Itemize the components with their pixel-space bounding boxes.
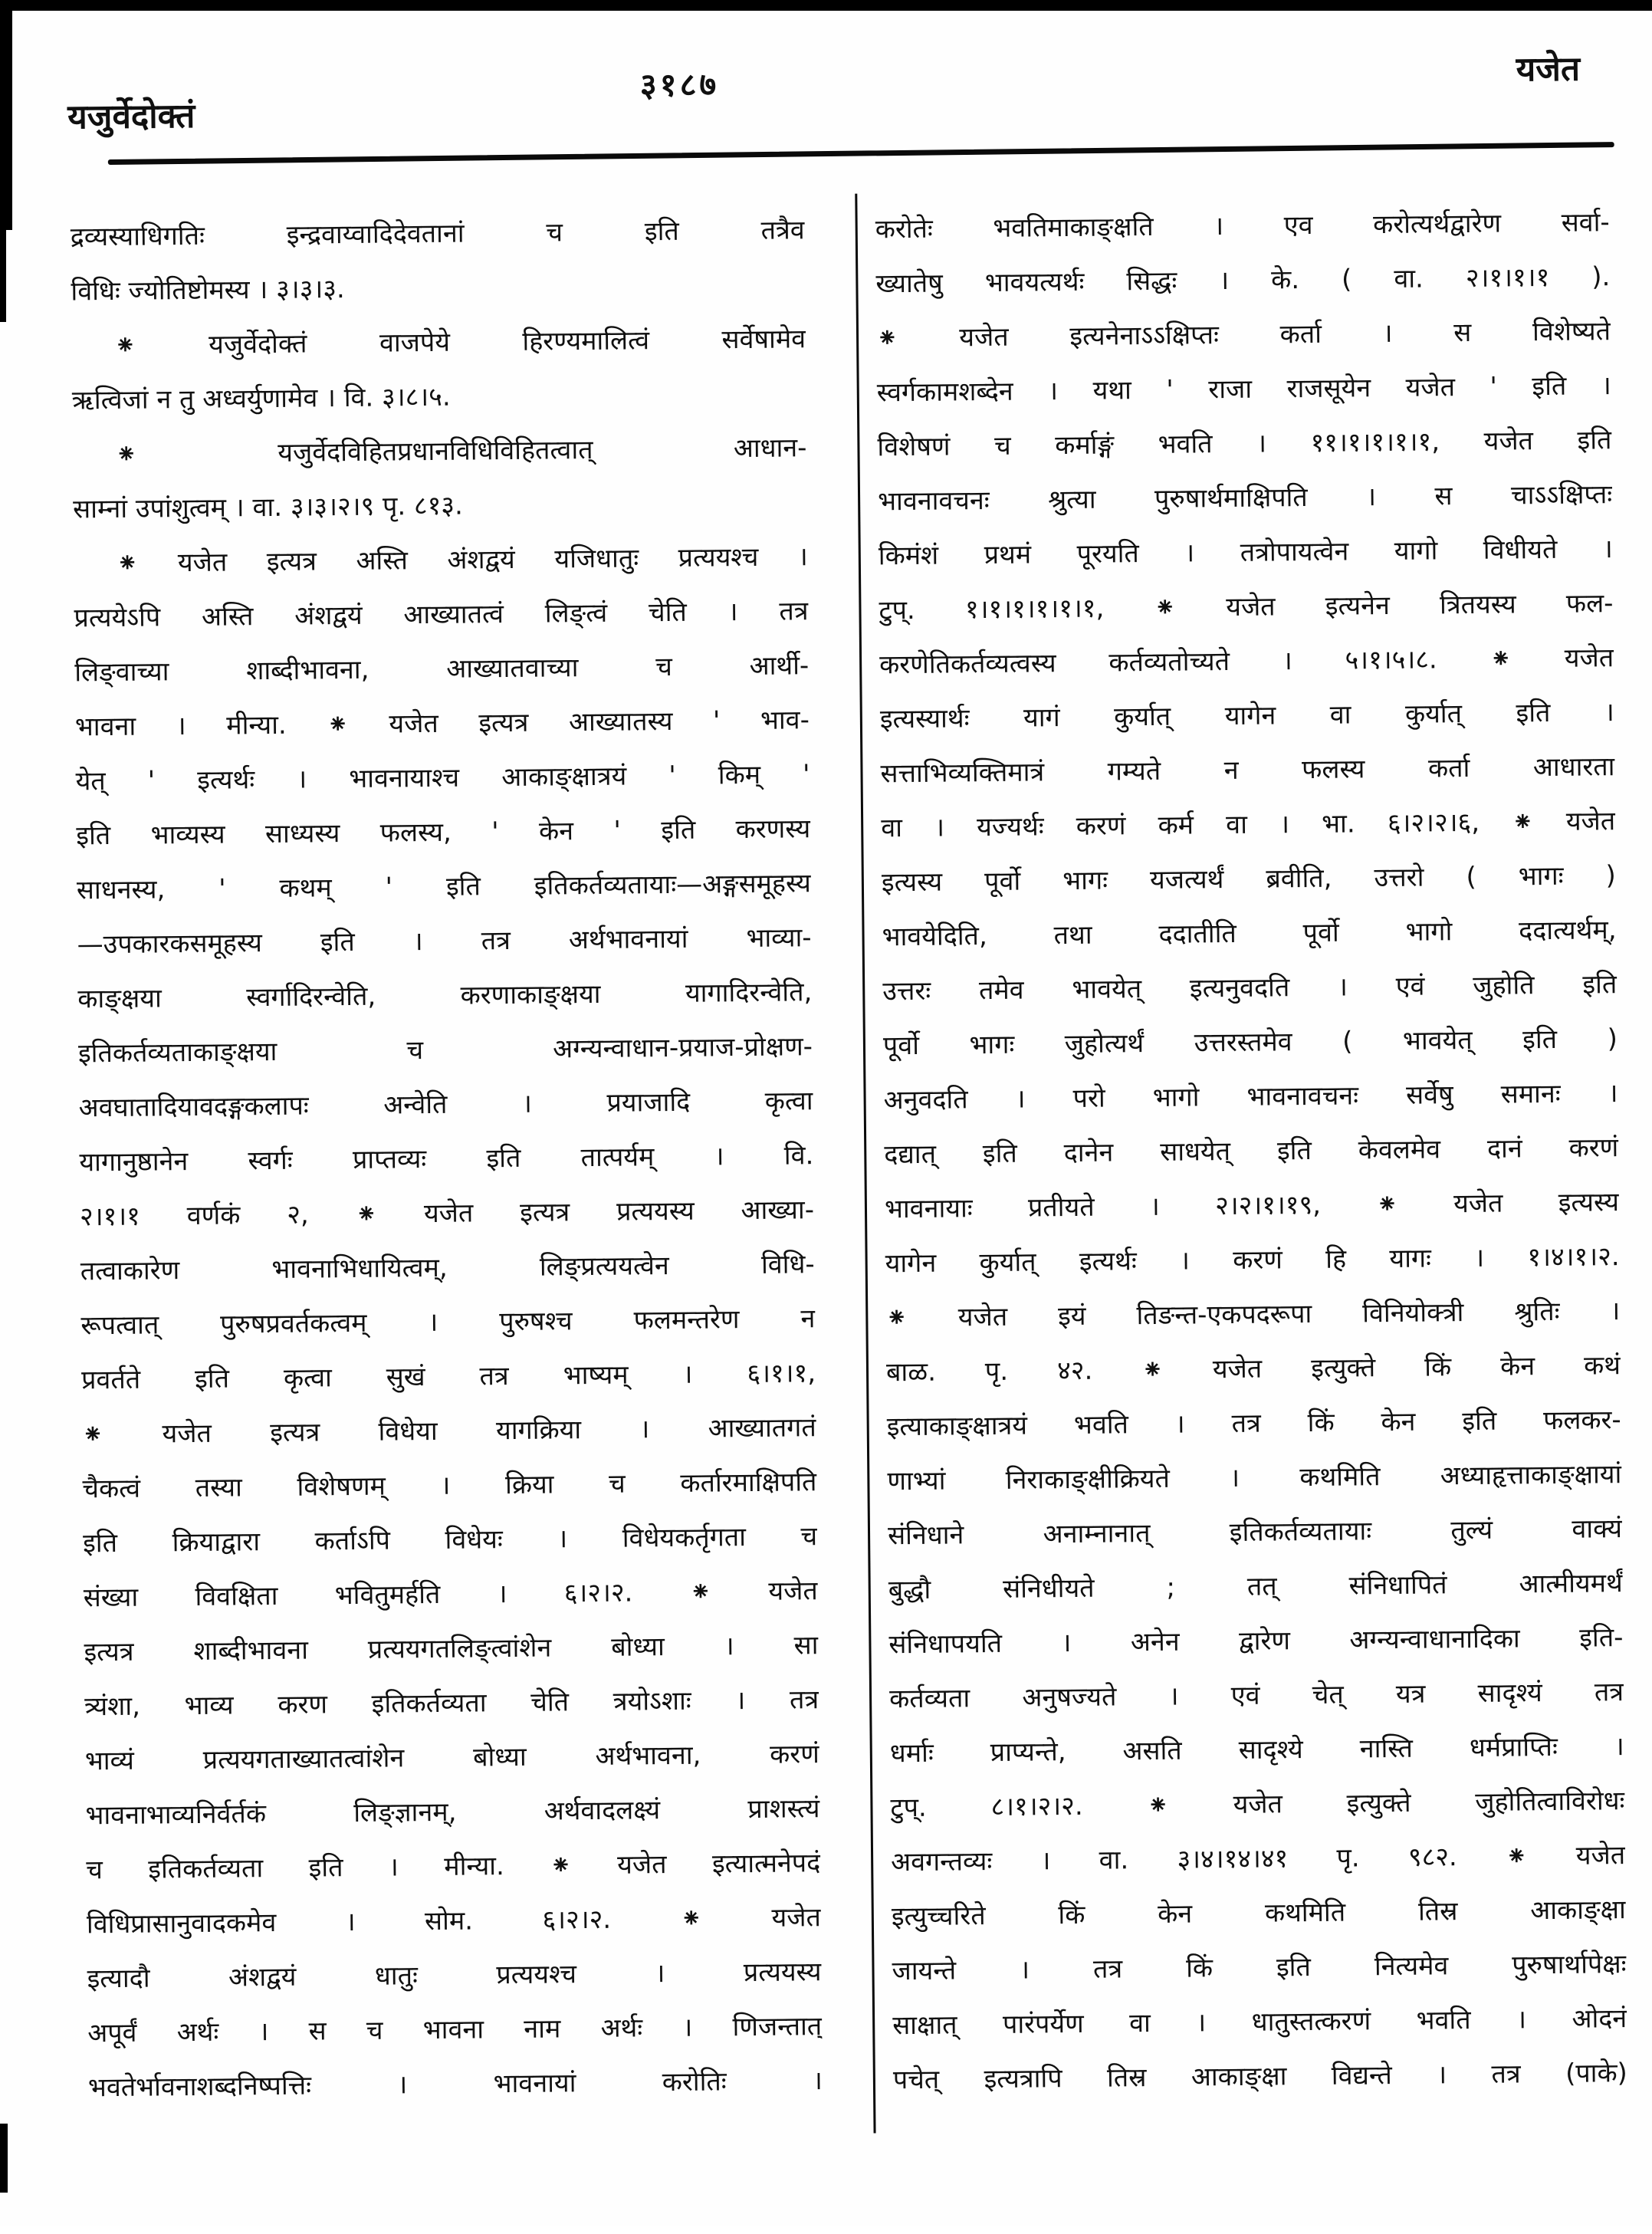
text-line: येत् ' इत्यर्थः । भावनायाश्च आकाङ्क्षात्रयं ' किम् ': [75, 759, 810, 797]
text-line: भवतेर्भावनाशब्दनिष्पत्तिः । भावनायां करोतिः ।: [87, 2065, 823, 2104]
text-line: टुप्. १।१।१।१।१।१, ⁕ यजेत इत्यनेन त्रितयस्य फल-: [879, 588, 1614, 626]
text-line: प्रत्ययेऽपि अस्ति अंशद्वयं आख्यातत्वं लिङ्त्वं चेति । तत्र: [74, 596, 809, 634]
text-line: २।१।१ वर्णकं २, ⁕ यजेत इत्यत्र प्रत्ययस्य आख्या-: [79, 1194, 815, 1233]
text-line: स्वर्गकामशब्देन । यथा ' राजा राजसूयेन यजेत ' इति ।: [876, 370, 1611, 409]
text-line: साधनस्य, ' कथम् ' इति इतिकर्तव्यतायाः—अङ्गसमूहस्य: [76, 868, 812, 906]
text-line: बुद्धौ संनिधीयते ; तत् संनिधापितं आत्मीयमर्थं: [888, 1568, 1623, 1606]
text-line: ⁕ यजुर्वेदविहितप्रधानविधिविहितत्वात् आधान-: [115, 432, 807, 470]
text-line: किमंशं प्रथमं पूरयति । तत्रोपायत्वेन यागो विधीयते ।: [878, 534, 1613, 572]
page-number: ३१८७: [639, 65, 720, 104]
text-line: दद्यात् इति दानेन साधयेत् इति केवलमेव दानं करणं: [884, 1132, 1619, 1171]
text-line: ⁕ यजुर्वेदोक्तं वाजपेये हिरण्यमालित्वं सर्वेषामेव: [113, 324, 806, 361]
text-line: इत्यस्य पूर्वो भागः यजत्यर्थं ब्रवीति, उत्तरो ( भागः ): [881, 860, 1617, 899]
header-divider-rule: [108, 142, 1614, 165]
text-line: इतिकर्तव्यताकाङ्क्षया च अग्न्यन्वाधान-प्रयाज-प्रोक्षण-: [77, 1031, 813, 1069]
text-line: ऋत्विजां न तु अध्वर्युणामेव । वि. ३।८।५.: [71, 381, 451, 416]
text-line: करणेतिकर्तव्यत्वस्य कर्तव्यतोच्यते । ५।१।५।८. ⁕ यजेत: [879, 642, 1614, 681]
text-line: विधिप्रासानुवादकमेव । सोम. ६।२।२. ⁕ यजेत: [86, 1902, 822, 1940]
text-line: उत्तरः तमेव भावयेत् इत्यनुवदति । एवं जुहोति इति: [882, 969, 1618, 1007]
text-line: —उपकारकसमूहस्य इति । तत्र अर्थभावनायां भाव्या-: [77, 922, 812, 961]
text-line: काङ्क्षया स्वर्गादिरन्वेति, करणाकाङ्क्षया यागादिरन्वेति,: [77, 977, 813, 1015]
text-line: ख्यातेषु भावयत्यर्थः सिद्धः । के. ( वा. २।१।१।१ ).: [875, 261, 1611, 300]
text-line: साक्षात् पारंपर्येण वा । धातुस्तत्करणं भवति । ओदनं: [892, 2003, 1627, 2042]
text-line: यागानुष्ठानेन स्वर्गः प्राप्तव्यः इति तात्पर्यम् । वि.: [79, 1140, 814, 1178]
text-line: संनिधाने अनाम्नानात् इतिकर्तव्यतायाः तुल्यं वाक्यं: [887, 1513, 1623, 1552]
text-line: ⁕ यजेत इत्यत्र विधेया यागक्रिया । आख्यातगतं: [81, 1412, 816, 1450]
column-divider: [855, 194, 875, 2134]
text-line: ⁕ यजेत इयं तिङन्त-एकपदरूपा विनियोक्त्री श्रुतिः ।: [885, 1296, 1621, 1334]
text-line: वा । यज्यर्थः करणं कर्म वा । भा. ६।२।२।६, ⁕ यजेत: [881, 806, 1616, 844]
right-column: [875, 195, 1627, 2108]
text-line: भावनावचनः श्रुत्या पुरुषार्थमाक्षिपति । स चाऽऽक्षिप्तः: [877, 479, 1613, 517]
text-line: यागेन कुर्यात् इत्यर्थः । करणं हि यागः । १।४।१।२.: [885, 1241, 1620, 1280]
text-line: पूर्वो भागः जुहोत्यर्थं उत्तरस्तमेव ( भावयेत् इति ): [882, 1023, 1618, 1062]
text-line: जायन्ते । तत्र किं इति नित्यमेव पुरुषार्थापेक्षः: [892, 1949, 1627, 1987]
text-line: प्रवर्तते इति कृत्वा सुखं तत्र भाष्यम् । ६।१।१,: [80, 1358, 816, 1396]
text-line: तत्वाकारेण भावनाभिधायित्वम्, लिङ्प्रत्ययत्वेन विधि-: [80, 1249, 815, 1287]
text-line: अनुवदति । परो भागो भावनावचनः सर्वेषु समानः ।: [883, 1078, 1618, 1116]
text-line: टुप्. ८।१।२।२. ⁕ यजेत इत्युक्ते जुहोतित्वाविरोधः: [890, 1786, 1625, 1824]
text-line: भाव्यं प्रत्ययगताख्यातत्वांशेन बोध्या अर्थभावना, करणं: [84, 1739, 820, 1777]
text-line: ⁕ यजेत इत्यत्र अस्ति अंशद्वयं यजिधातुः प्रत्ययश्च ।: [116, 541, 809, 579]
page-header: [0, 30, 1645, 146]
text-line: कर्तव्यता अनुषज्यते । एवं चेत् यत्र सादृश्यं तत्र: [888, 1677, 1624, 1715]
text-line: पचेत् इत्यत्रापि तिस्र आकाङ्क्षा विद्यन्ते । तत्र (पाके): [892, 2058, 1628, 2096]
text-line: अवगन्तव्यः । वा. ३।४।१४।४१ पृ. ९८२. ⁕ यजेत: [890, 1840, 1626, 1878]
text-line: इत्युच्चरिते किं केन कथमिति तिस्र आकाङ्क्षा: [891, 1894, 1627, 1933]
text-line: त्र्यंशा, भाव्य करण इतिकर्तव्यता चेति त्रयोऽशाः । तत्र: [84, 1684, 819, 1723]
text-line: भावयेदिति, तथा ददातीति पूर्वो भागो ददात्यर्थम्,: [882, 915, 1617, 953]
text-line: इत्यादौ अंशद्वयं धातुः प्रत्ययश्च । प्रत्ययस्य: [87, 1956, 822, 1995]
text-line: करोतेः भवतिमाकाङ्क्षति । एव करोत्यर्थद्वारेण सर्वा-: [875, 207, 1610, 245]
text-line: इत्याकाङ्क्षात्रयं भवति । तत्र किं केन इति फलकर-: [886, 1404, 1621, 1443]
text-line: विधिः ज्योतिष्टोमस्य । ३।३।३.: [71, 274, 345, 307]
text-line: रूपत्वात् पुरुषप्रवर्तकत्वम् । पुरुषश्च फलमन्तरेण न: [80, 1303, 816, 1342]
text-line: संख्या विवक्षिता भवितुमर्हति । ६।२।२. ⁕ यजेत: [83, 1575, 818, 1614]
text-line: चैकत्वं तस्या विशेषणम् । क्रिया च कर्तारमाक्षिपति: [82, 1467, 817, 1505]
text-line: धर्माः प्राप्यन्ते, असति सादृश्ये नास्ति धर्मप्राप्तिः ।: [889, 1731, 1624, 1769]
text-line: अपूर्वं अर्थः । स च भावना नाम अर्थः । णिजन्तात्: [87, 2011, 823, 2049]
text-line: इति क्रियाद्वारा कर्ताऽपि विधेयः । विधेयकर्तृगता च: [82, 1521, 818, 1559]
text-line: साम्नां उपांशुत्वम् । वा. ३।३।२।९ पृ. ८१३.: [72, 490, 463, 525]
text-line: संनिधापयति । अनेन द्वारेण अग्न्यन्वाधानादिका इति-: [888, 1622, 1624, 1661]
scan-artifact-bottom-left: [0, 2124, 8, 2193]
text-line: अवघातादियावदङ्गकलापः अन्वेति । प्रयाजादि कृत्वा: [78, 1086, 813, 1124]
text-line: द्रव्यस्याधिगतिः इन्द्रवाय्वादिदेवतानां च इति तत्रैव: [70, 215, 805, 253]
text-line: विशेषणं च कर्माङ्गं भवति । ११।१।१।१।१, यजेत इति: [877, 425, 1612, 463]
text-line: भावना । मीन्या. ⁕ यजेत इत्यत्र आख्यातस्य ' भाव-: [74, 705, 810, 743]
running-title-left: यजुर्वेदोक्तं: [67, 96, 195, 137]
text-line: णाभ्यां निराकाङ्क्षीक्रियते । कथमिति अध्याहृत्ताकाङ्क्षायां: [887, 1459, 1622, 1497]
text-line: ⁕ यजेत इत्यनेनाऽऽक्षिप्तः कर्ता । स विशेष्यते: [875, 316, 1611, 354]
text-line: भावनाभाव्यनिर्वर्तकं लिङ्ज्ञानम्, अर्थवादलक्ष्यं प्राशस्त्यं: [85, 1793, 820, 1832]
text-line: इत्यस्यार्थः यागं कुर्यात् यागेन वा कुर्यात् इति ।: [879, 697, 1615, 735]
text-line: इत्यत्र शाब्दीभावना प्रत्ययगतलिङ्त्वांशेन बोध्या । सा: [84, 1630, 819, 1668]
text-line: भावनायाः प्रतीयते । २।२।१।१९, ⁕ यजेत इत्यस्य: [884, 1187, 1620, 1225]
text-line: च इतिकर्तव्यता इति । मीन्या. ⁕ यजेत इत्यात्मनेपदं: [86, 1848, 821, 1886]
text-line: सत्ताभिव्यक्तिमात्रं गम्यते न फलस्य कर्ता आधारता: [880, 751, 1615, 790]
text-line: इति भाव्यस्य साध्यस्य फलस्य, ' केन ' इति करणस्य: [76, 813, 811, 852]
text-line: बाळ. पृ. ४२. ⁕ यजेत इत्युक्ते किं केन कथं: [885, 1350, 1621, 1388]
left-column: [70, 203, 823, 2115]
text-line: लिङ्वाच्या शाब्दीभावना, आख्यातवाच्या च आर्थी-: [74, 650, 810, 688]
running-title-right: यजेत: [1516, 49, 1581, 90]
